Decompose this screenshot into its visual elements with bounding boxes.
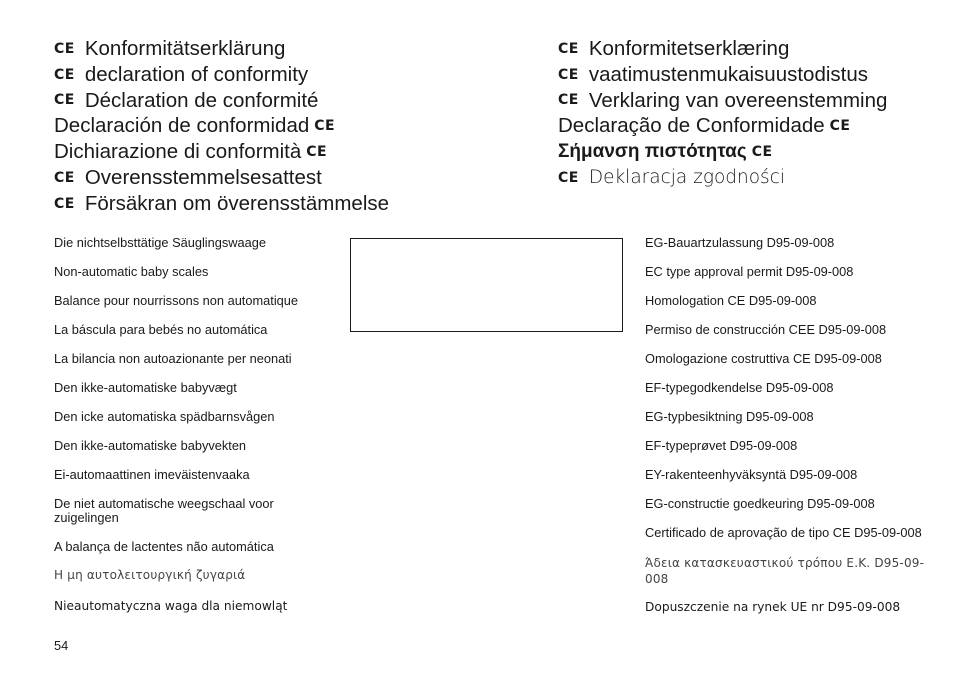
product-name-item: Η μη αυτολειτουργική ζυγαριά (54, 567, 246, 582)
heading-text: Försäkran om överensstämmelse (84, 191, 390, 215)
conformity-heading (558, 139, 887, 165)
heading-text: Overensstemmelsesattest (84, 165, 322, 189)
ce-mark-icon: CE (306, 144, 328, 161)
ce-mark-icon: CE (751, 144, 773, 161)
ce-mark-icon: CE (558, 66, 579, 83)
conformity-heading (54, 139, 389, 165)
ce-mark-icon: CE (314, 118, 336, 135)
product-name-item: La bilancia non autoazionante per neonati (54, 351, 292, 366)
heading-text: Σήμανση πιστότητας (558, 141, 747, 163)
heading-text: Deklaracja zgodności (588, 166, 785, 188)
heading-text: Verklaring van overeenstemming (588, 88, 888, 112)
ce-mark-icon: CE (54, 92, 75, 109)
conformity-heading (54, 36, 389, 62)
heading-column-right (558, 36, 887, 191)
product-name-item: Den icke automatiska spädbarnsvågen (54, 409, 275, 424)
approval-item: EY-rakenteenhyväksyntä D95-09-008 (645, 467, 858, 482)
approval-item: Dopuszczenie na rynek UE nr D95-09-008 (645, 600, 901, 614)
approval-item: EF-typeprøvet D95-09-008 (645, 438, 798, 453)
conformity-heading (558, 113, 887, 139)
ce-mark-icon: CE (54, 40, 75, 57)
heading-text: Declaração de Conformidade (558, 114, 825, 138)
ce-mark-icon: CE (558, 92, 579, 109)
approval-item: EF-typegodkendelse D95-09-008 (645, 380, 834, 395)
approval-item: Certificado de aprovação de tipo CE D95-09-008 (645, 525, 922, 540)
product-name-item: De niet automatische weegschaal voor zuigelingen (54, 496, 274, 525)
product-name-item: Non-automatic baby scales (54, 264, 209, 279)
conformity-heading (558, 62, 887, 88)
blank-box (350, 238, 623, 332)
product-name-item: Den ikke-automatiske babyvægt (54, 380, 237, 395)
product-name-list (54, 236, 324, 629)
approval-item: EC type approval permit D95-09-008 (645, 264, 854, 279)
approval-item: EG-typbesiktning D95-09-008 (645, 409, 814, 424)
product-name-item: Balance pour nourrissons non automatique (54, 293, 299, 308)
heading-text: Konformitätserklärung (84, 37, 286, 60)
heading-text: Déclaration de conformité (84, 88, 319, 112)
conformity-heading (558, 88, 887, 114)
ce-mark-icon: CE (54, 169, 75, 186)
conformity-heading (54, 165, 389, 191)
heading-column-left (54, 36, 389, 217)
page-number: 54 (54, 638, 69, 653)
heading-text: Dichiarazione di conformità (54, 140, 302, 164)
product-name-item: Den ikke-automatiske babyvekten (54, 438, 247, 453)
approval-item: Permiso de construcción CEE D95-09-008 (645, 322, 887, 337)
approval-item: EG-Bauartzulassung D95-09-008 (645, 235, 835, 250)
conformity-heading (558, 36, 887, 62)
conformity-heading (558, 165, 887, 191)
approval-item: Omologazione costruttiva CE D95-09-008 (645, 351, 882, 366)
heading-text: Declaración de conformidad (54, 114, 310, 138)
approval-item: Homologation CE D95-09-008 (645, 293, 817, 308)
heading-text: vaatimustenmukaisuustodistus (588, 62, 869, 86)
ce-mark-icon: CE (558, 169, 579, 186)
approval-item: Άδεια κατασκευαστικού τρόπου Ε.Κ. D95-09-008 (645, 556, 925, 586)
conformity-heading (54, 62, 389, 88)
ce-mark-icon: CE (829, 118, 851, 135)
ce-mark-icon: CE (54, 195, 75, 212)
heading-text: declaration of conformity (84, 62, 309, 86)
product-name-item: A balança de lactentes não automática (54, 538, 274, 554)
ce-mark-icon: CE (558, 40, 579, 57)
approval-item: EG-constructie goedkeuring D95-09-008 (645, 496, 875, 511)
conformity-heading (54, 113, 389, 139)
product-name-item: Ei-automaattinen imeväistenvaaka (54, 467, 250, 482)
product-name-item: Nieautomatyczna waga dla niemowląt (54, 599, 288, 613)
conformity-heading (54, 191, 389, 217)
product-name-item: Die nichtselbsttätige Säuglingswaage (54, 235, 266, 250)
ce-mark-icon: CE (54, 66, 75, 83)
conformity-heading (54, 88, 389, 114)
approval-list (645, 236, 925, 630)
heading-text: Konformitetserklæring (588, 37, 790, 60)
product-name-item: La báscula para bebés no automática (54, 322, 268, 337)
